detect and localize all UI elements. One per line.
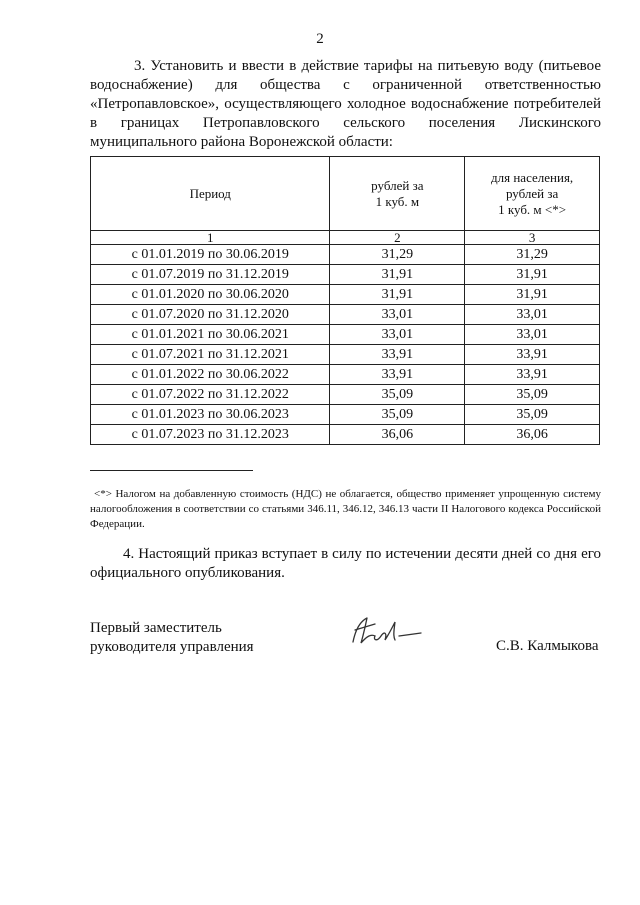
column-number-row xyxy=(91,231,600,245)
paragraph-4: 4. Настоящий приказ вступает в силу по истечении десяти дней со дня его официального опубликования. xyxy=(90,546,601,581)
cell-period: с 01.01.2023 по 30.06.2023 xyxy=(91,405,330,425)
cell-period: с 01.07.2022 по 31.12.2022 xyxy=(91,385,330,405)
cell-period: с 01.01.2021 по 30.06.2021 xyxy=(91,325,330,345)
table-row xyxy=(91,245,600,265)
cell-period: с 01.01.2019 по 30.06.2019 xyxy=(91,245,330,265)
footnote-divider xyxy=(90,470,253,471)
header-pop-line-3: 1 куб. м <*> xyxy=(498,201,567,217)
cell-rub-per-m3: 31,29 xyxy=(330,245,465,265)
table-row xyxy=(91,425,600,445)
cell-population-rate: 36,06 xyxy=(465,425,600,445)
column-number: 1 xyxy=(91,231,330,245)
cell-rub-per-m3: 31,91 xyxy=(330,265,465,285)
header-rub-line-1: рублей за xyxy=(371,177,424,193)
cell-period: с 01.01.2022 по 30.06.2022 xyxy=(91,365,330,385)
signatory-title xyxy=(90,619,254,657)
header-rub-per-m3 xyxy=(330,157,465,231)
column-number: 3 xyxy=(465,231,600,245)
cell-rub-per-m3: 35,09 xyxy=(330,405,465,425)
cell-rub-per-m3: 33,01 xyxy=(330,325,465,345)
cell-rub-per-m3: 33,91 xyxy=(330,345,465,365)
signatory-name: С.В. Калмыкова xyxy=(496,638,599,654)
cell-population-rate: 33,01 xyxy=(465,305,600,325)
header-pop-line-2: рублей за xyxy=(505,185,559,201)
cell-rub-per-m3: 31,91 xyxy=(330,285,465,305)
cell-population-rate: 33,91 xyxy=(465,365,600,385)
table-row xyxy=(91,365,600,385)
cell-population-rate: 31,91 xyxy=(465,265,600,285)
cell-population-rate: 35,09 xyxy=(465,385,600,405)
cell-population-rate: 35,09 xyxy=(465,405,600,425)
cell-period: с 01.01.2020 по 30.06.2020 xyxy=(91,285,330,305)
cell-period: с 01.07.2021 по 31.12.2021 xyxy=(91,345,330,365)
handwritten-signature xyxy=(345,612,425,650)
cell-rub-per-m3: 35,09 xyxy=(330,385,465,405)
header-pop-line-1: для населения, xyxy=(491,169,574,185)
table-row xyxy=(91,285,600,305)
cell-population-rate: 33,01 xyxy=(465,325,600,345)
table-row xyxy=(91,405,600,425)
header-population xyxy=(465,157,600,231)
column-number: 2 xyxy=(330,231,465,245)
cell-rub-per-m3: 33,01 xyxy=(330,305,465,325)
cell-population-rate: 31,29 xyxy=(465,245,600,265)
page-number: 2 xyxy=(316,31,324,47)
table-row xyxy=(91,265,600,285)
table-row xyxy=(91,385,600,405)
table-row xyxy=(91,305,600,325)
cell-population-rate: 33,91 xyxy=(465,345,600,365)
tariff-table xyxy=(90,156,600,445)
signatory-title-line: Первый заместитель xyxy=(90,620,222,636)
table-row xyxy=(91,345,600,365)
table-header-row xyxy=(91,157,600,231)
header-rub-line-2: 1 куб. м xyxy=(375,193,420,209)
table-row xyxy=(91,325,600,345)
cell-rub-per-m3: 36,06 xyxy=(330,425,465,445)
cell-rub-per-m3: 33,91 xyxy=(330,365,465,385)
signatory-title-line: руководителя управления xyxy=(90,639,254,655)
cell-period: с 01.07.2020 по 31.12.2020 xyxy=(91,305,330,325)
cell-period: с 01.07.2023 по 31.12.2023 xyxy=(91,425,330,445)
cell-period: с 01.07.2019 по 31.12.2019 xyxy=(91,265,330,285)
paragraph-3: 3. Установить и ввести в действие тарифы на питьевую воду (питьевое водоснабжение) для общества с ограниченной ответственностью «Петропавловское», осуществляющего холодное водоснабжение потребителей в границах Петропавловского сельского поселения Лискинского муниципального района Воронежской области: xyxy=(90,58,601,150)
header-period: Период xyxy=(91,157,330,231)
cell-population-rate: 31,91 xyxy=(465,285,600,305)
footnote: <*> Налогом на добавленную стоимость (НДС) не облагается, общество применяет упрощенную систему налогообложения в соответствии со статьями 346.11, 346.12, 346.13 части II Налогового кодекса Российской Федерации. xyxy=(90,488,601,530)
